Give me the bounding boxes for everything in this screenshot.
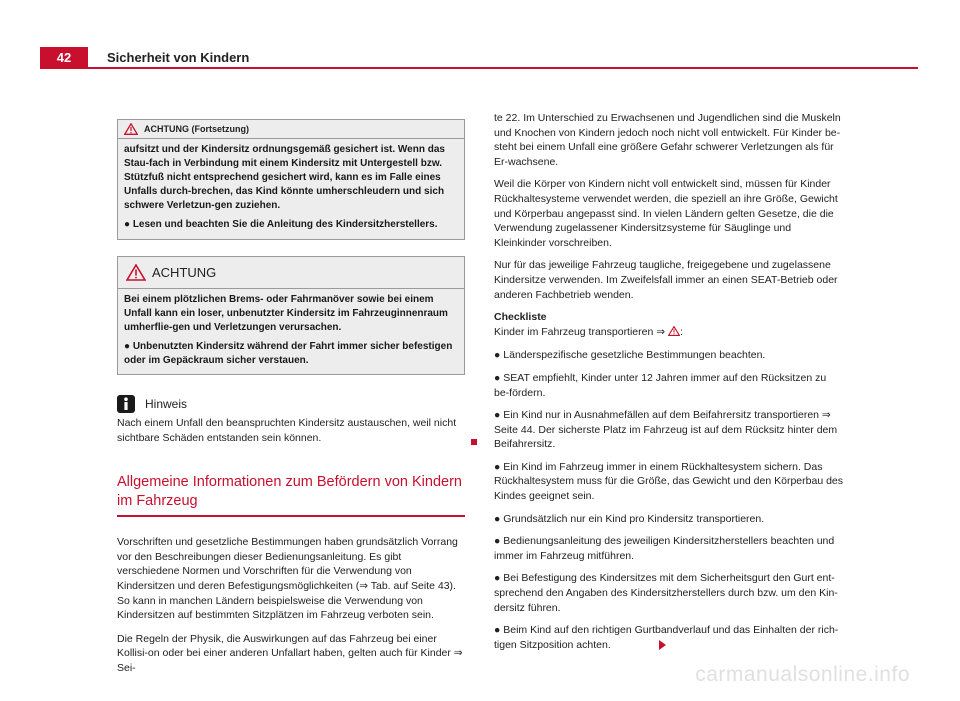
note-text-content: Nach einem Unfall den beanspruchten Kindersitz austauschen, weil nicht sichtbare Schäden entstanden sein können.: [117, 417, 457, 444]
checklist-item: ● Grundsätzlich nur ein Kind pro Kindersitz transportieren.: [494, 512, 765, 525]
warning-continued-box: [117, 119, 465, 240]
warning-header: [118, 257, 464, 289]
page-number: 42: [40, 47, 88, 69]
end-of-section-mark: [471, 439, 477, 445]
note-block: [117, 395, 465, 445]
warning-box: [117, 256, 465, 375]
note-title: Hinweis: [145, 397, 188, 412]
warning-continued-paragraph: aufsitzt und der Kindersitz ordnungsgemäß gesichert ist. Wenn das Stau-fach in Verbindung mit einem Kindersitz mit Untergestell bzw. Stützfuß nicht entsprechend gesichert wird, kann es im Falle eines Unfalls durch-brechen, das Kind könnte umherschleudern und sich schwere Verletzun-gen zuziehen.: [124, 144, 445, 212]
right-paragraph: te 22. Im Unterschied zu Erwachsenen und Jugendlichen sind die Muskeln und Knochen von Kindern jedoch noch nicht voll entwickelt. Für Kinder be-steht bei einem Unfall eine größere Gefahr schwerer Verletzungen als für Er-wachsene.: [494, 112, 841, 168]
section-paragraph: Die Regeln der Physik, die Auswirkungen auf das Fahrzeug bei einer Kollisi-on oder bei einer anderen Unfallart haben, gelten auch für Kinder ⇒ Sei-: [117, 632, 463, 674]
right-column: [494, 111, 844, 660]
checklist-item-last: [494, 623, 844, 652]
warning-triangle-icon: [124, 123, 138, 135]
left-column: [117, 119, 465, 685]
warning-continued-body: [118, 139, 464, 239]
checklist-item: ● Bei Befestigung des Kindersitzes mit dem Sicherheitsgurt den Gurt ent-sprechend den Angaben des Kindersitzherstellers durch bzw. um den Kin-dersitz führen.: [494, 572, 838, 614]
warning-continued-bullet: ● Lesen und beachten Sie die Anleitung des Kindersitzherstellers.: [124, 219, 438, 231]
section-heading: Allgemeine Informationen zum Befördern von Kindern im Fahrzeug: [117, 473, 465, 517]
right-paragraph: Nur für das jeweilige Fahrzeug taugliche, freigegebene und zugelassene Kindersitze verwenden. Im Zweifelsfall immer an einen SEAT-Betrieb oder anderen Fachbetrieb wenden.: [494, 259, 838, 301]
checklist-intro-colon: :: [679, 325, 683, 338]
checklist-item-text: ● Beim Kind auf den richtigen Gurtbandverlauf und das Einhalten der rich-tigen Sitzposition achten.: [494, 624, 839, 651]
note-text: [117, 416, 465, 445]
right-paragraph: Weil die Körper von Kindern nicht voll entwickelt sind, müssen für Kinder Rückhaltesysteme verwendet werden, die speziell an ihre Größe, Gewicht und Körperbau angepasst sind. In vielen Ländern gelten Gesetze, die die Verwendung zugelassener Kindersitzsysteme für Säuglinge und Kleinkinder vorschreiben.: [494, 178, 838, 249]
warning-continued-title: ACHTUNG (Fortsetzung): [144, 124, 249, 134]
continue-arrow-icon: [659, 640, 666, 650]
checklist-item: ● Bedienungsanleitung des jeweiligen Kindersitzherstellers beachten und immer im Fahrzeug mitführen.: [494, 535, 835, 562]
warning-bullet: ● Unbenutzten Kindersitz während der Fahrt immer sicher befestigen oder im Gepäckraum sicher verstauen.: [124, 340, 453, 366]
checklist-intro-text: Kinder im Fahrzeug transportieren ⇒: [494, 325, 666, 338]
warning-continued-header: [118, 120, 464, 139]
checklist-intro: [494, 325, 844, 341]
checklist-title: Checkliste: [494, 311, 547, 324]
watermark: carmanualsonline.info: [695, 663, 910, 686]
page-title: Sicherheit von Kindern: [107, 50, 250, 65]
checklist-item: ● Ein Kind nur in Ausnahmefällen auf dem Beifahrersitz transportieren ⇒ Seite 44. Der sicherste Platz im Fahrzeug ist auf dem Rücksitz hinter dem Beifahrersitz.: [494, 409, 838, 451]
checklist-item: ● SEAT empfiehlt, Kinder unter 12 Jahren immer auf den Rücksitzen zu be-fördern.: [494, 371, 827, 399]
section-body: [117, 535, 465, 675]
info-icon: [117, 395, 135, 413]
checklist-item: ● Länderspezifische gesetzliche Bestimmungen beachten.: [494, 349, 766, 362]
warning-body: [118, 289, 464, 374]
warning-title: ACHTUNG: [152, 264, 217, 280]
warning-paragraph: Bei einem plötzlichen Brems- oder Fahrmanöver sowie bei einem Unfall kann ein loser, unbenutzter Kindersitz im Fahrzeuginnenraum umherflie-gen und Verletzungen verursachen.: [124, 293, 448, 333]
section-paragraph: Vorschriften und gesetzliche Bestimmungen haben grundsätzlich Vorrang vor den Beschreibungen dieser Bedienungsanleitung. Es gibt verschiedene Normen und Vorschriften für die Verwendung von Kindersitzen und deren Befestigungsmöglichkeiten (⇒ Tab. auf Seite 43). So kann in manchen Ländern beispielsweise die Verwendung von Kindersitzen auf bestimmten Sitzplätzen im Fahrzeug verboten sein.: [117, 536, 458, 622]
note-header: [117, 395, 465, 413]
header-divider: [40, 67, 918, 69]
warning-triangle-icon: [126, 264, 146, 281]
warning-reference-icon: [668, 326, 680, 341]
checklist-item: ● Ein Kind im Fahrzeug immer in einem Rückhaltesystem sichern. Das Rückhaltesystem muss für die Größe, das Gewicht und den Körperbau des Kindes geeignet sein.: [494, 460, 844, 503]
